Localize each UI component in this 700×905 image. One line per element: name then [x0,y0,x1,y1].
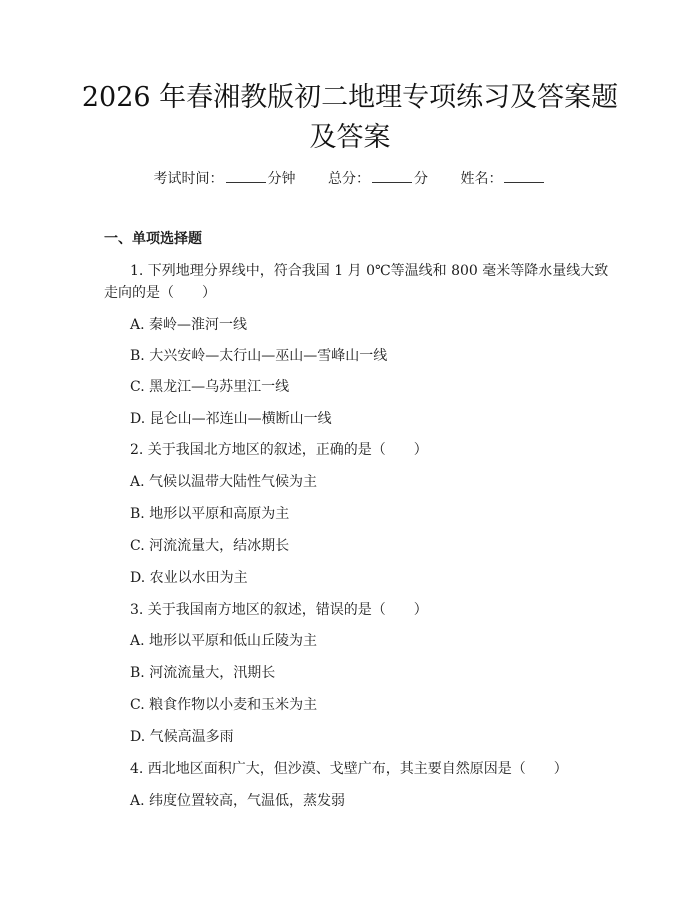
question-2-option-a: A. 气候以温带大陆性气候为主 [130,474,318,490]
question-2-option-b: B. 地形以平原和高原为主 [130,506,290,522]
section-heading: 一、单项选择题 [104,231,202,247]
time-unit: 分钟 [267,171,296,187]
exam-score [328,171,432,187]
time-blank [226,170,266,183]
title-line-1: 2026 年春湘教版初二地理专项练习及答案题 [81,82,619,113]
score-label: 总分： [328,171,370,187]
name-blank [504,170,544,183]
question-2-option-d: D. 农业以水田为主 [130,570,248,586]
exam-name [460,171,546,187]
question-2-stem: 2. 关于我国北方地区的叙述，正确的是（ ） [130,442,428,458]
page-title [60,78,640,158]
question-4-stem: 4. 西北地区面积广大，但沙漠、戈壁广布，其主要自然原因是（ ） [130,761,568,777]
exam-time [154,171,300,187]
question-3-option-a: A. 地形以平原和低山丘陵为主 [130,633,318,649]
question-1-stem-cont: 走向的是（ ） [104,285,216,301]
question-4-option-a: A. 纬度位置较高，气温低，蒸发弱 [130,793,346,809]
question-1-option-d: D. 昆仑山—祁连山—横断山一线 [130,411,332,427]
question-3-stem: 3. 关于我国南方地区的叙述，错误的是（ ） [130,602,428,618]
question-3-option-d: D. 气候高温多雨 [130,729,234,745]
question-1-stem: 1. 下列地理分界线中，符合我国 1 月 0℃等温线和 800 毫米等降水量线大致 [130,263,609,279]
exam-meta [0,170,700,188]
question-3-option-b: B. 河流流量大，汛期长 [130,665,276,681]
title-line-2: 及答案 [309,122,391,153]
question-1-option-c: C. 黑龙江—乌苏里江一线 [130,379,290,395]
score-unit: 分 [414,171,428,187]
score-blank [372,170,412,183]
name-label: 姓名： [460,171,503,187]
question-3-option-c: C. 粮食作物以小麦和玉米为主 [130,697,318,713]
question-2-option-c: C. 河流流量大，结冰期长 [130,538,290,554]
time-label: 考试时间： [153,171,224,187]
question-1-option-b: B. 大兴安岭—太行山—巫山—雪峰山一线 [130,348,388,364]
question-1-option-a: A. 秦岭—淮河一线 [130,317,248,333]
